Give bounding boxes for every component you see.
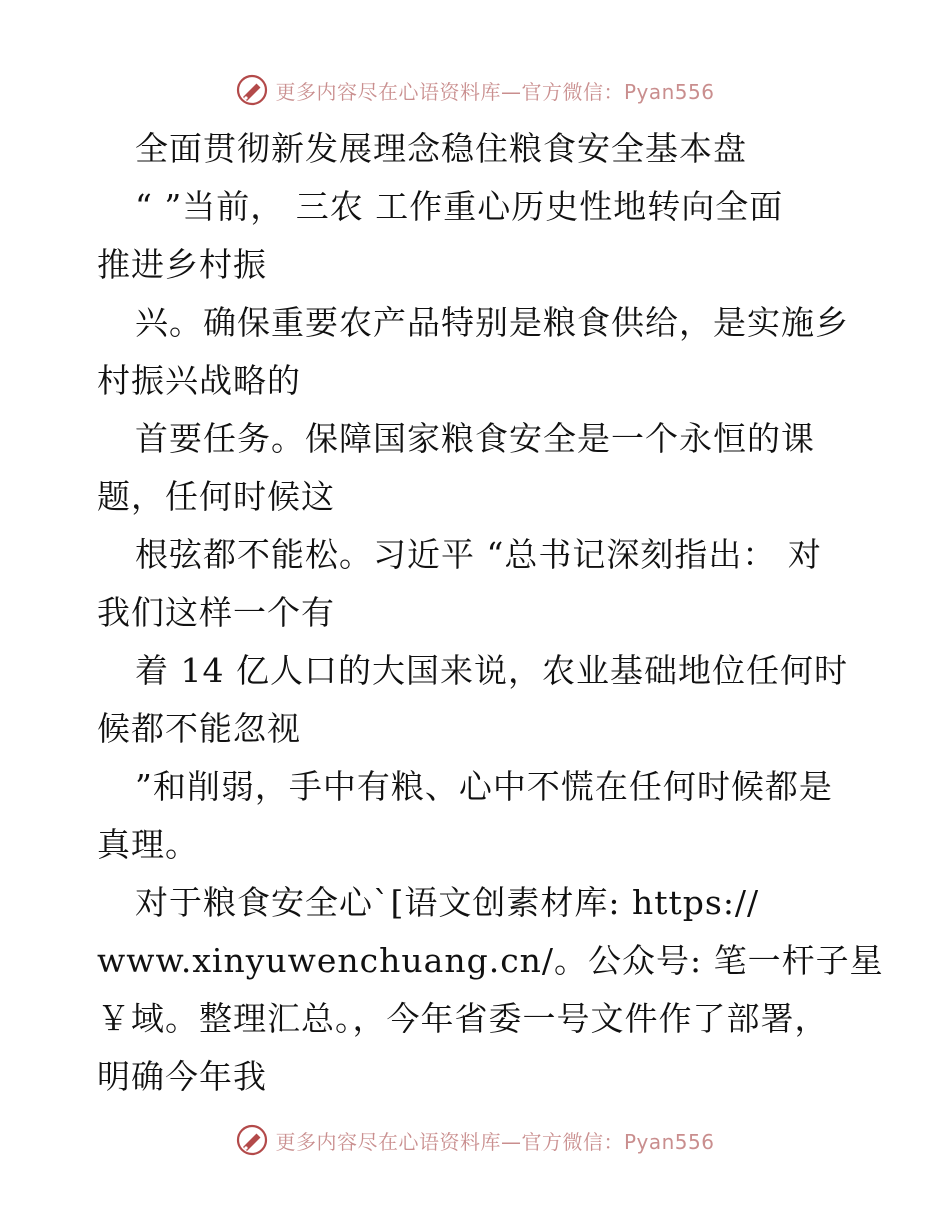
paragraph-line: 推进乡村振 (97, 245, 267, 284)
footer-watermark-text: 更多内容尽在心语资料库—官方微信：Pyan556 (275, 1129, 715, 1154)
paragraph-line: ”和削弱，手中有粮、心中不慌在任何时候都是 (135, 767, 833, 806)
paragraph-line: 题，任何时候这 (97, 477, 335, 516)
paragraph-line: 我们这样一个有 (97, 593, 335, 632)
paragraph-line: 村振兴战略的 (97, 361, 301, 400)
document-title: 全面贯彻新发展理念稳住粮食安全基本盘 (135, 129, 747, 168)
paragraph-line: 首要任务。保障国家粮食安全是一个永恒的课 (135, 419, 815, 458)
paragraph-line: 真理。 (97, 825, 199, 864)
header-watermark-banner (0, 70, 950, 110)
paragraph-line: 根弦都不能松。习近平 “总书记深刻指出： 对 (135, 535, 822, 574)
paragraph-line: www.xinyuwenchuang.cn/。公众号: 笔一杆子星 (97, 941, 884, 980)
paragraph-line: 对于粮食安全心`[语文创素材库: https:// (135, 883, 760, 922)
paragraph-line: “ ”当前， 三农 工作重心历史性地转向全面 (135, 187, 784, 226)
header-watermark-text: 更多内容尽在心语资料库—官方微信：Pyan556 (275, 79, 715, 104)
paragraph-line: 候都不能忽视 (97, 709, 301, 748)
paragraph-line: ￥域。整理汇总。，今年省委一号文件作了部署， (97, 999, 829, 1038)
paragraph-line: 着 14 亿人口的大国来说，农业基础地位任何时 (135, 651, 848, 690)
pen-nib-logo-icon (235, 73, 269, 107)
paragraph-line: 明确今年我 (97, 1057, 267, 1096)
pen-nib-logo-icon (235, 1123, 269, 1157)
document-body (97, 120, 884, 1106)
footer-watermark-banner (0, 1120, 950, 1160)
paragraph-line: 兴。确保重要农产品特别是粮食供给，是实施乡 (135, 303, 849, 342)
